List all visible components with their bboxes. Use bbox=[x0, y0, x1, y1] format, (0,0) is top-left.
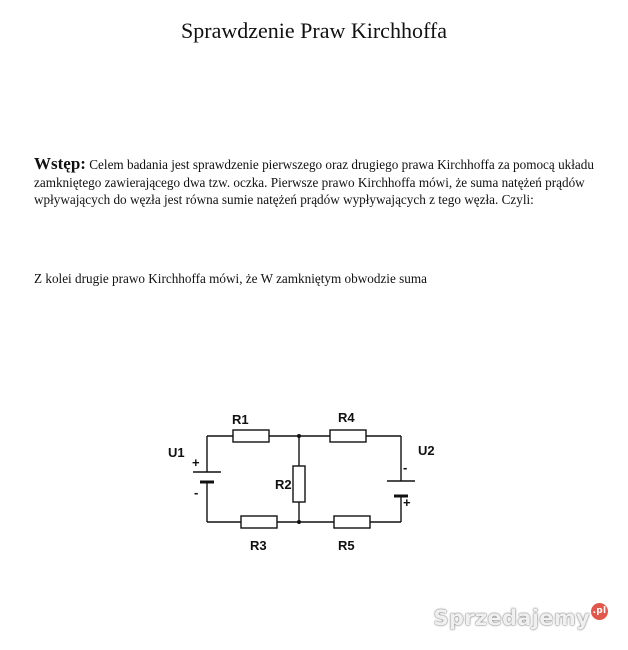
label-u1: U1 bbox=[168, 445, 185, 460]
u1-plus-sign: + bbox=[192, 455, 200, 470]
watermark-logo bbox=[434, 606, 609, 632]
watermark-text: Sprzedajemy bbox=[433, 606, 590, 630]
label-r5: R5 bbox=[338, 538, 355, 553]
node-bottom bbox=[297, 520, 301, 524]
intro-lead: Wstęp: bbox=[34, 154, 86, 173]
label-u2: U2 bbox=[418, 443, 435, 458]
label-r1: R1 bbox=[232, 412, 249, 427]
resistor-r2 bbox=[293, 466, 305, 502]
resistor-r3 bbox=[241, 516, 277, 528]
u2-minus-sign: - bbox=[403, 460, 408, 475]
document-title: Sprawdzenie Praw Kirchhoffa bbox=[181, 18, 447, 43]
resistor-r4 bbox=[330, 430, 366, 442]
resistor-r5 bbox=[334, 516, 370, 528]
intro-text: Celem badania jest sprawdzenie pierwszego oraz drugiego prawa Kirchhoffa za pomocą układu zamkniętego zawierającego dwa tzw. oczka. Pierwsze prawo Kirchhoffa mówi, że suma natężeń prądów wpływających do węzła jest równa sumie natężeń prądów wypływających z tego węzła. Czyli: bbox=[34, 157, 594, 207]
label-r4: R4 bbox=[338, 410, 355, 425]
resistor-r1 bbox=[233, 430, 269, 442]
label-r3: R3 bbox=[250, 538, 267, 553]
second-law-paragraph: Z kolei drugie prawo Kirchhoffa mówi, że W zamkniętym obwodzie suma bbox=[34, 271, 427, 286]
node-top bbox=[297, 434, 301, 438]
u2-plus-sign: + bbox=[403, 495, 411, 510]
label-r2: R2 bbox=[275, 477, 292, 492]
u1-minus-sign: - bbox=[194, 485, 199, 500]
watermark-badge: .pl bbox=[591, 603, 608, 620]
